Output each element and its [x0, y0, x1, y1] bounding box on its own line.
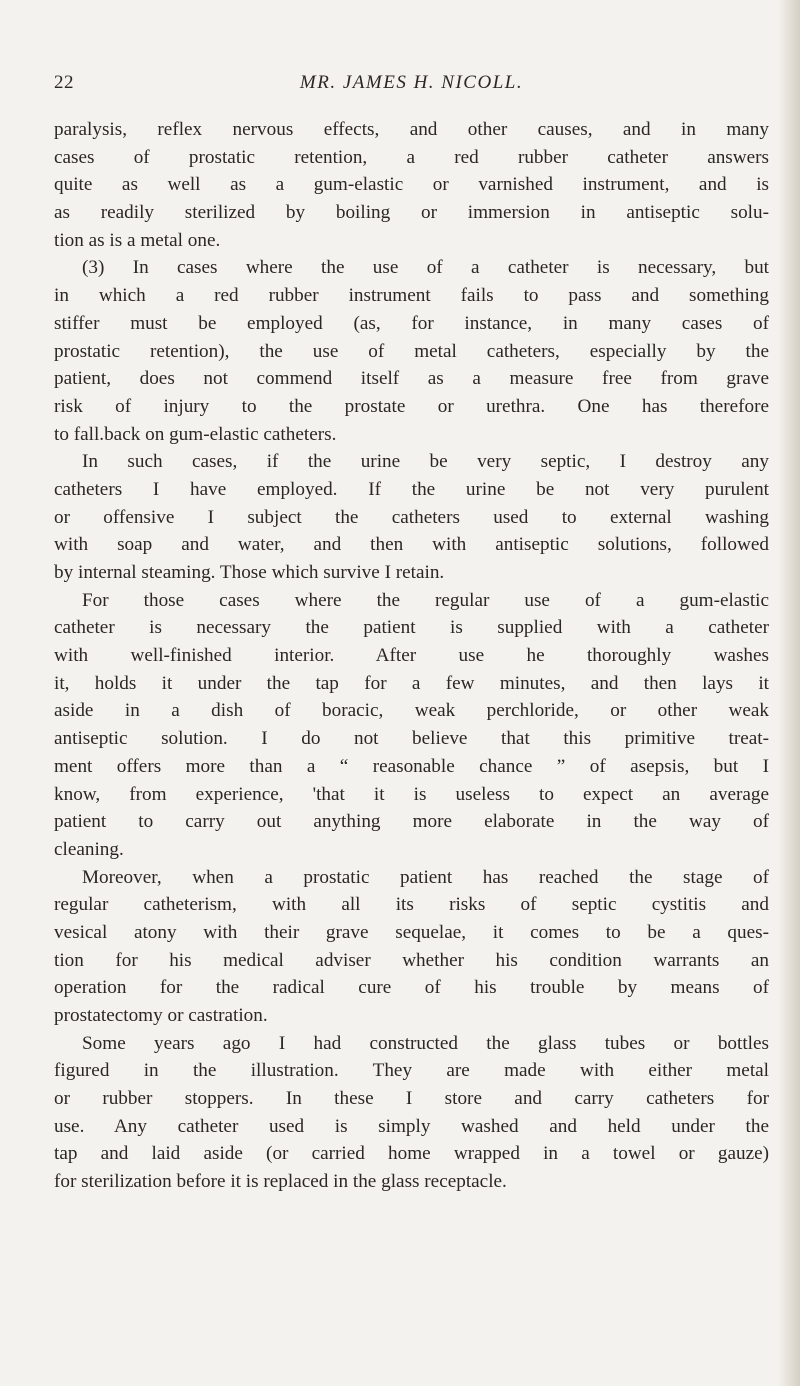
text-line: For those cases where the regular use of a gum-elastic — [82, 589, 769, 611]
text-line: vesical atony with their grave sequelae, it comes to be a ques- — [54, 921, 769, 943]
text-line: in which a red rubber instrument fails to pass and something — [54, 285, 769, 307]
text-line: stiffer must be employed (as, for instance, in many cases of — [54, 312, 769, 334]
page-edge-shadow — [778, 0, 800, 1386]
text-line: tion as is a metal one. — [54, 229, 221, 251]
text-line: cases of prostatic retention, a red rubber catheter answers — [54, 146, 769, 168]
paragraph — [54, 448, 769, 586]
text-line: to fall.back on gum-elastic catheters. — [54, 423, 337, 445]
text-line: with soap and water, and then with antiseptic solutions, followed — [54, 534, 769, 556]
text-line: with well-finished interior. After use he thoroughly washes — [54, 645, 769, 667]
text-line: prostatic retention), the use of metal catheters, especially by the — [54, 340, 769, 362]
text-line: figured in the illustration. They are made with either metal — [54, 1060, 769, 1082]
text-line: catheters I have employed. If the urine be not very purulent — [54, 478, 769, 500]
page-body — [54, 116, 769, 1196]
page-number: 22 — [54, 72, 74, 93]
text-line: catheter is necessary the patient is supplied with a catheter — [54, 617, 769, 639]
text-line: or offensive I subject the catheters used to external washing — [54, 506, 769, 528]
text-line: Moreover, when a prostatic patient has reached the stage of — [82, 866, 769, 888]
text-line: antiseptic solution. I do not believe that this primitive treat- — [54, 728, 769, 750]
text-line: or rubber stoppers. In these I store and carry catheters for — [54, 1088, 769, 1110]
text-line: for sterilization before it is replaced in the glass receptacle. — [54, 1171, 507, 1193]
paragraph — [54, 254, 769, 448]
text-line: quite as well as a gum-elastic or varnished instrument, and is — [54, 174, 769, 196]
paragraph — [54, 864, 769, 1030]
text-line: use. Any catheter used is simply washed and held under the — [54, 1115, 769, 1137]
text-line: aside in a dish of boracic, weak perchloride, or other weak — [54, 700, 769, 722]
text-line: ment offers more than a “ reasonable chance ” of asepsis, but I — [54, 755, 769, 777]
text-line: patient, does not commend itself as a measure free from grave — [54, 368, 769, 390]
text-line: patient to carry out anything more elaborate in the way of — [54, 811, 769, 833]
text-line: operation for the radical cure of his trouble by means of — [54, 977, 769, 999]
text-line: Some years ago I had constructed the glass tubes or bottles — [82, 1032, 769, 1054]
text-line: paralysis, reflex nervous effects, and other causes, and in many — [54, 119, 769, 140]
text-line: it, holds it under the tap for a few minutes, and then lays it — [54, 672, 769, 694]
paragraph — [54, 116, 769, 254]
text-line: tap and laid aside (or carried home wrapped in a towel or gauze) — [54, 1143, 769, 1165]
paragraph — [54, 587, 769, 864]
text-line: as readily sterilized by boiling or immersion in antiseptic solu- — [54, 202, 769, 224]
text-line: (3) In cases where the use of a catheter is necessary, but — [82, 257, 769, 279]
text-line: know, from experience, 'that it is useless to expect an average — [54, 783, 769, 805]
text-line: by internal steaming. Those which survive I retain. — [54, 562, 445, 583]
text-line: cleaning. — [54, 838, 124, 860]
text-line: In such cases, if the urine be very septic, I destroy any — [82, 451, 769, 473]
text-line: tion for his medical adviser whether his condition warrants an — [54, 949, 769, 971]
text-line: risk of injury to the prostate or urethra. One has therefore — [54, 395, 769, 417]
paragraph — [54, 1030, 769, 1196]
page-header — [54, 72, 769, 100]
text-line: regular catheterism, with all its risks of septic cystitis and — [54, 894, 769, 916]
running-head: MR. JAMES H. NICOLL. — [299, 72, 524, 93]
text-line: prostatectomy or castration. — [54, 1005, 268, 1026]
